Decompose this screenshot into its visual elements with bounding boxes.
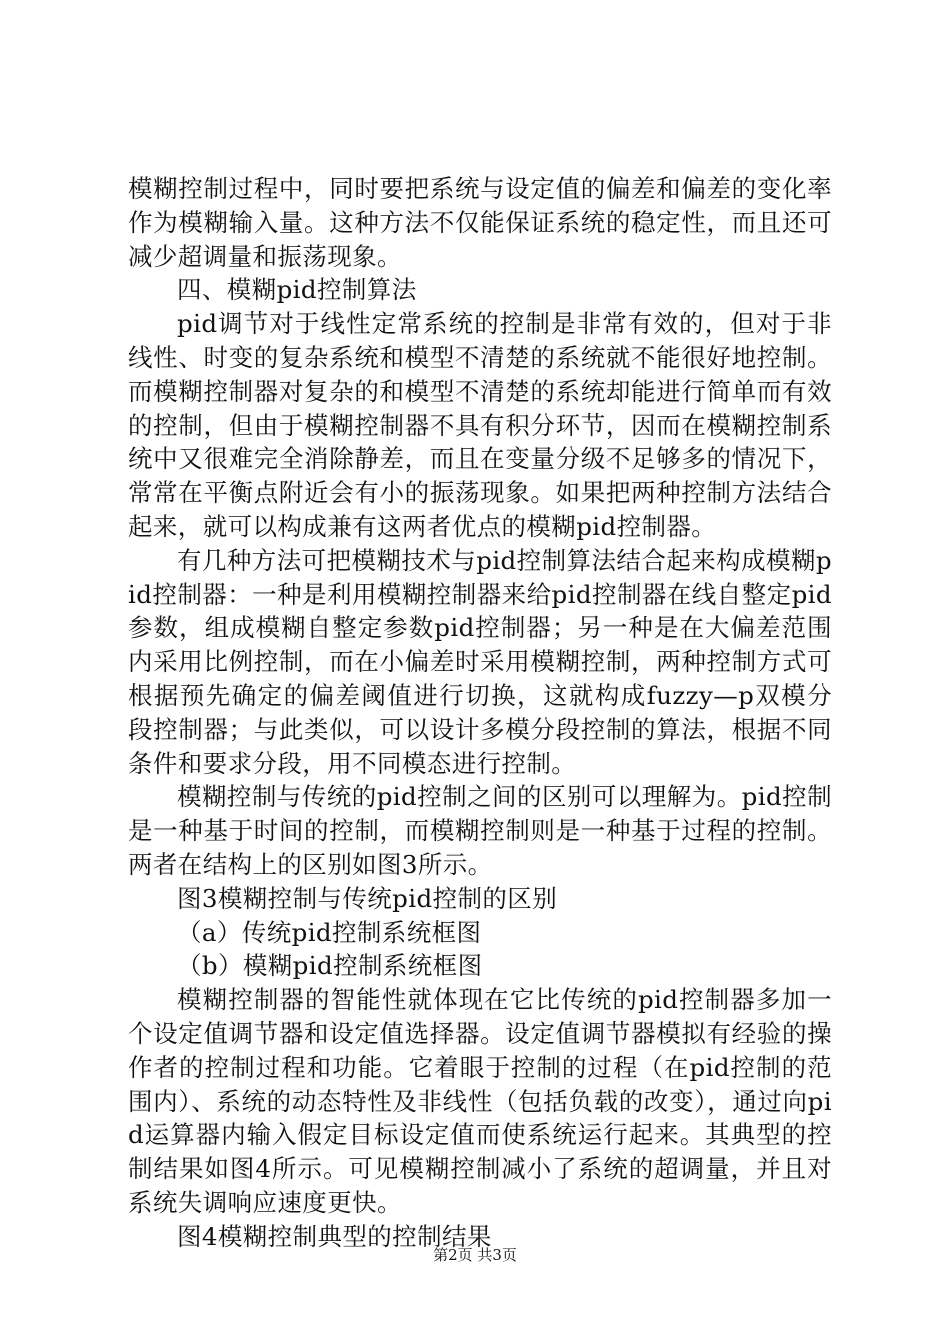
paragraph: 模糊控制与传统的pid控制之间的区别可以理解为。pid控制是一种基于时间的控制，而模糊控制则是一种基于过程的控制。两者在结构上的区别如图3所示。 [128,782,832,879]
figure-caption: 图3模糊控制与传统pid控制的区别 [177,883,558,913]
figure-subcaption: （a）传统pid控制系统框图 [177,917,482,947]
paragraph-continuation: 模糊控制过程中，同时要把系统与设定值的偏差和偏差的变化率作为模糊输入量。这种方法不仅能保证系统的稳定性，而且还可减少超调量和振荡现象。 [128,174,832,271]
paragraph: 有几种方法可把模糊技术与pid控制算法结合起来构成模糊pid控制器：一种是利用模糊控制器来给pid控制器在线自整定pid参数，组成模糊自整定参数pid控制器；另一种是在大偏差范围内采用比例控制，而在小偏差时采用模糊控制，两种控制方式可根据预先确定的偏差阈值进行切换，这就构成fuzzy—p双模分段控制器；与此类似，可以设计多模分段控制的算法，根据不同条件和要求分段，用不同模态进行控制。 [128,545,832,778]
figure-subcaption: （b）模糊pid控制系统框图 [177,951,483,981]
paragraph: 模糊控制器的智能性就体现在它比传统的pid控制器多加一个设定值调节器和设定值选择器。设定值调节器模拟有经验的操作者的控制过程和功能。它着眼于控制的过程（在pid控制的范围内）、系统的动态特性及非线性（包括负载的改变），通过向pid运算器内输入假定目标设定值而使系统运行起来。其典型的控制结果如图4所示。可见模糊控制减小了系统的超调量，并且对系统失调响应速度更快。 [128,985,832,1217]
document-body [128,172,832,1254]
section-heading: 四、模糊pid控制算法 [177,275,417,305]
figure-caption: 图4模糊控制典型的控制结果 [177,1221,492,1251]
paragraph: pid调节对于线性定常系统的控制是非常有效的，但对于非线性、时变的复杂系统和模型不清楚的系统就不能很好地控制。而模糊控制器对复杂的和模型不清楚的系统却能进行简单而有效的控制，但由于模糊控制器不具有积分环节，因而在模糊控制系统中又很难完全消除静差，而且在变量分级不足够多的情况下，常常在平衡点附近会有小的振荡现象。如果把两种控制方法结合起来，就可以构成兼有这两者优点的模糊pid控制器。 [128,309,832,541]
page-number-footer: 第2页 共3页 [433,1246,517,1264]
